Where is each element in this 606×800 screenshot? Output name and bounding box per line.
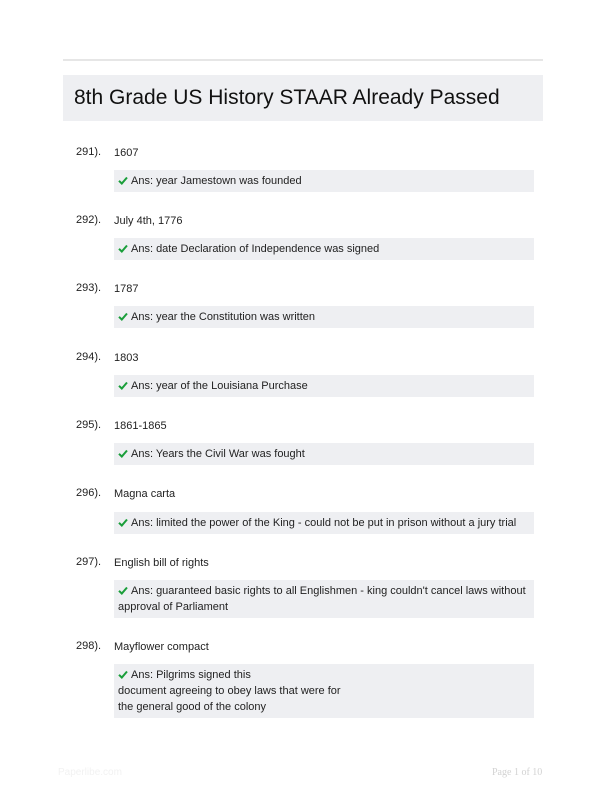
footer-site: Paperlibe.com xyxy=(58,767,122,778)
check-icon xyxy=(118,381,128,390)
answer-line: Ans: year the Constitution was written xyxy=(118,309,528,325)
title-banner xyxy=(63,75,543,121)
answer-box xyxy=(114,512,534,534)
answer-line: Ans: limited the power of the King - could not be put in prison without a jury trial xyxy=(118,515,528,531)
check-icon xyxy=(118,449,128,458)
question-text: English bill of rights xyxy=(114,557,209,569)
question-number: 293). xyxy=(76,282,102,294)
check-icon xyxy=(118,518,128,527)
page-title: 8th Grade US History STAAR Already Passed xyxy=(74,86,500,109)
question-number: 295). xyxy=(76,419,102,431)
answer-box xyxy=(114,664,534,718)
answer-box xyxy=(114,238,534,260)
answer-box xyxy=(114,306,534,328)
question-number: 292). xyxy=(76,214,102,226)
top-rule xyxy=(63,59,543,61)
question-text: Magna carta xyxy=(114,488,176,500)
question-number: 291). xyxy=(76,146,102,158)
answer-line: Ans: guaranteed basic rights to all Englishmen - king couldn't cancel laws without xyxy=(118,583,528,599)
answer-box xyxy=(114,170,534,192)
answer-line: approval of Parliament xyxy=(118,601,229,613)
question-text: 1803 xyxy=(114,352,139,364)
answer-line: Ans: year Jamestown was founded xyxy=(118,173,528,189)
question-text: 1861-1865 xyxy=(114,420,167,432)
answer-line: the general good of the colony xyxy=(118,701,267,713)
question-text: July 4th, 1776 xyxy=(114,215,183,227)
question-text: 1607 xyxy=(114,147,139,159)
question-text: 1787 xyxy=(114,283,139,295)
question-text: Mayflower compact xyxy=(114,641,209,653)
check-icon xyxy=(118,586,128,595)
page-number: Page 1 of 10 xyxy=(492,767,543,778)
answer-box xyxy=(114,580,534,618)
question-number: 296). xyxy=(76,487,102,499)
answer-line: Ans: Pilgrims signed this xyxy=(118,667,528,683)
answer-line: Ans: date Declaration of Independence was signed xyxy=(118,241,528,257)
answer-box xyxy=(114,375,534,397)
question-number: 297). xyxy=(76,556,102,568)
question-number: 298). xyxy=(76,640,102,652)
check-icon xyxy=(118,244,128,253)
answer-box xyxy=(114,443,534,465)
question-number: 294). xyxy=(76,351,102,363)
answer-line: Ans: Years the Civil War was fought xyxy=(118,446,528,462)
answer-line: Ans: year of the Louisiana Purchase xyxy=(118,378,528,394)
answer-line: document agreeing to obey laws that were for xyxy=(118,685,341,697)
check-icon xyxy=(118,176,128,185)
check-icon xyxy=(118,312,128,321)
check-icon xyxy=(118,670,128,679)
